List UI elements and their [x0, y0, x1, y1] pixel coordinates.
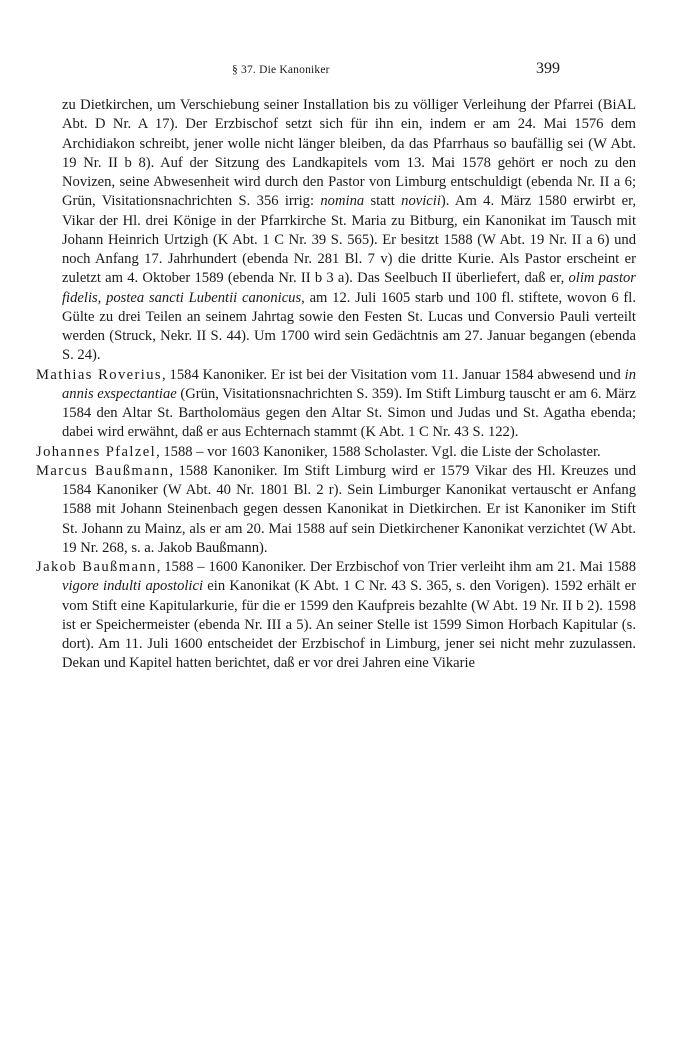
entry-jakob-baussmann [36, 558, 636, 674]
entry-continuation [36, 96, 636, 366]
latin-term: vigore indulti apostolici [62, 578, 204, 595]
running-header [0, 60, 700, 84]
page-number: 399 [536, 60, 560, 77]
text-segment: , 1588 – 1600 Kanoniker. Der Erzbischof von Trier verleiht ihm am 21. Mai 1588 [156, 559, 637, 575]
running-title: § 37. Die Kanoniker [232, 64, 330, 76]
text-segment: statt [364, 193, 402, 210]
text-segment: ). Am 4. März 1580 erwirbt er, Vikar der Hl. drei Könige in der Pfarrkirche St. Maria zu Bitburg, ein Kanonikat im Tausch mit Johann Heinrich Urtzigh (K Abt. 1 C Nr. 39 S. 565). Er besitzt 1588 (W Abt. 19 Nr. II a 6) und noch Anfang 17. Jahrhundert (ebenda Nr. 281 Bl. 7 v) die dritte Kurie. Als Pastor erscheint er zuletzt am 4. Oktober 1589 (ebenda Nr. II b 3 a). Das Seelbuch II überliefert, daß er, [62, 193, 637, 287]
latin-term: nomina [320, 193, 365, 210]
text-segment: zu Dietkirchen, um Verschiebung seiner Installation bis zu völliger Verleihung der Pfarrei (BiAL Abt. D Nr. A 17). Der Erzbischof setzt sich für ihn ein, indem er am 24. Mai 1576 dem Archidiakon schreibt, jener wolle nicht länger bleiben, da das Pfarrhaus so baufällig sei (W Abt. 19 Nr. II b 8). Auf der Sitzung des Landkapitels vom 13. Mai 1578 gehört er noch zu den Novizen, seine Abwesenheit wird durch den Pastor von Limburg entschuldigt (ebenda Nr. II a 6; Grün, Visitationsnachrichten S. 356 irrig: [62, 97, 636, 210]
body-text [36, 96, 636, 674]
text-segment: ein Kanonikat (K Abt. 1 C Nr. 43 S. 365, s. den Vorigen). 1592 erhält er vom Stift eine Kapitularkurie, für die er 1599 den Kaufpreis bezahlte (W Abt. 19 Nr. II b 2). 1598 ist er Speichermeister (ebenda Nr. III a 5). An seiner Stelle ist 1599 Simon Horbach Kapitular (s. dort). Am 11. Juli 1600 entscheidet der Erzbischof in Limburg, jener sei nicht mehr zuzulassen. Dekan und Kapitel hatten berichtet, daß er vor drei Jahren eine Vikarie [62, 578, 636, 672]
text-segment: , am 12. Juli 1605 starb und 100 fl. stiftete, wovon 6 fl. Gülte zu drei Teilen an seinem Jahrtag sowie den Festen St. Lucas und Conversio Pauli verteilt werden (Struck, Nekr. II S. 44). Um 1700 wird sein Gedächtnis am 27. Januar begangen (ebenda S. 24). [62, 289, 636, 364]
entry-name: Jakob Baußmann [36, 559, 157, 575]
entry-name: Johannes Pfalzel [36, 443, 157, 460]
entry-name: Marcus Baußmann [36, 462, 170, 479]
text-segment: (Grün, Visitationsnachrichten S. 359). Im Stift Limburg tauscht er am 6. März 1584 den Altar St. Bartholomäus gegen den Altar St. Simon und Judas und St. Agatha ebenda; dabei wird erwähnt, daß er aus Echternach stammt (K Abt. 1 C Nr. 43 S. 122). [62, 385, 636, 441]
entry-name: Mathias Roverius [36, 366, 163, 383]
entry-johannes-pfalzel [36, 443, 636, 462]
text-segment: , 1588 – vor 1603 Kanoniker, 1588 Scholaster. Vgl. die Liste der Scholaster. [156, 443, 601, 460]
latin-term: in annis exspectantiae [62, 366, 636, 402]
text-segment: , 1588 Kanoniker. Im Stift Limburg wird er 1579 Vikar des Hl. Kreuzes und 1584 Kanoniker (W Abt. 40 Nr. 1801 Bl. 2 r). Sein Limburger Kanonikat vertauscht er Anfang 1588 mit Johann Steinenbach gegen dessen Kanonikat in Dietkirchen. Er ist Kanoniker im Stift St. Johann zu Mainz, als er am 20. Mai 1588 auf sein Dietkirchener Kanonikat verzichtet (W Abt. 19 Nr. 268, s. a. Jakob Baußmann). [62, 462, 636, 556]
entry-marcus-baussmann [36, 462, 636, 558]
text-segment: , 1584 Kanoniker. Er ist bei der Visitation vom 11. Januar 1584 abwesend und [162, 366, 625, 383]
latin-quote: olim pastor fidelis, postea sancti Lubentii canonicus [62, 270, 636, 306]
latin-term: novicii [401, 193, 441, 210]
entry-mathias-roverius [36, 366, 636, 443]
